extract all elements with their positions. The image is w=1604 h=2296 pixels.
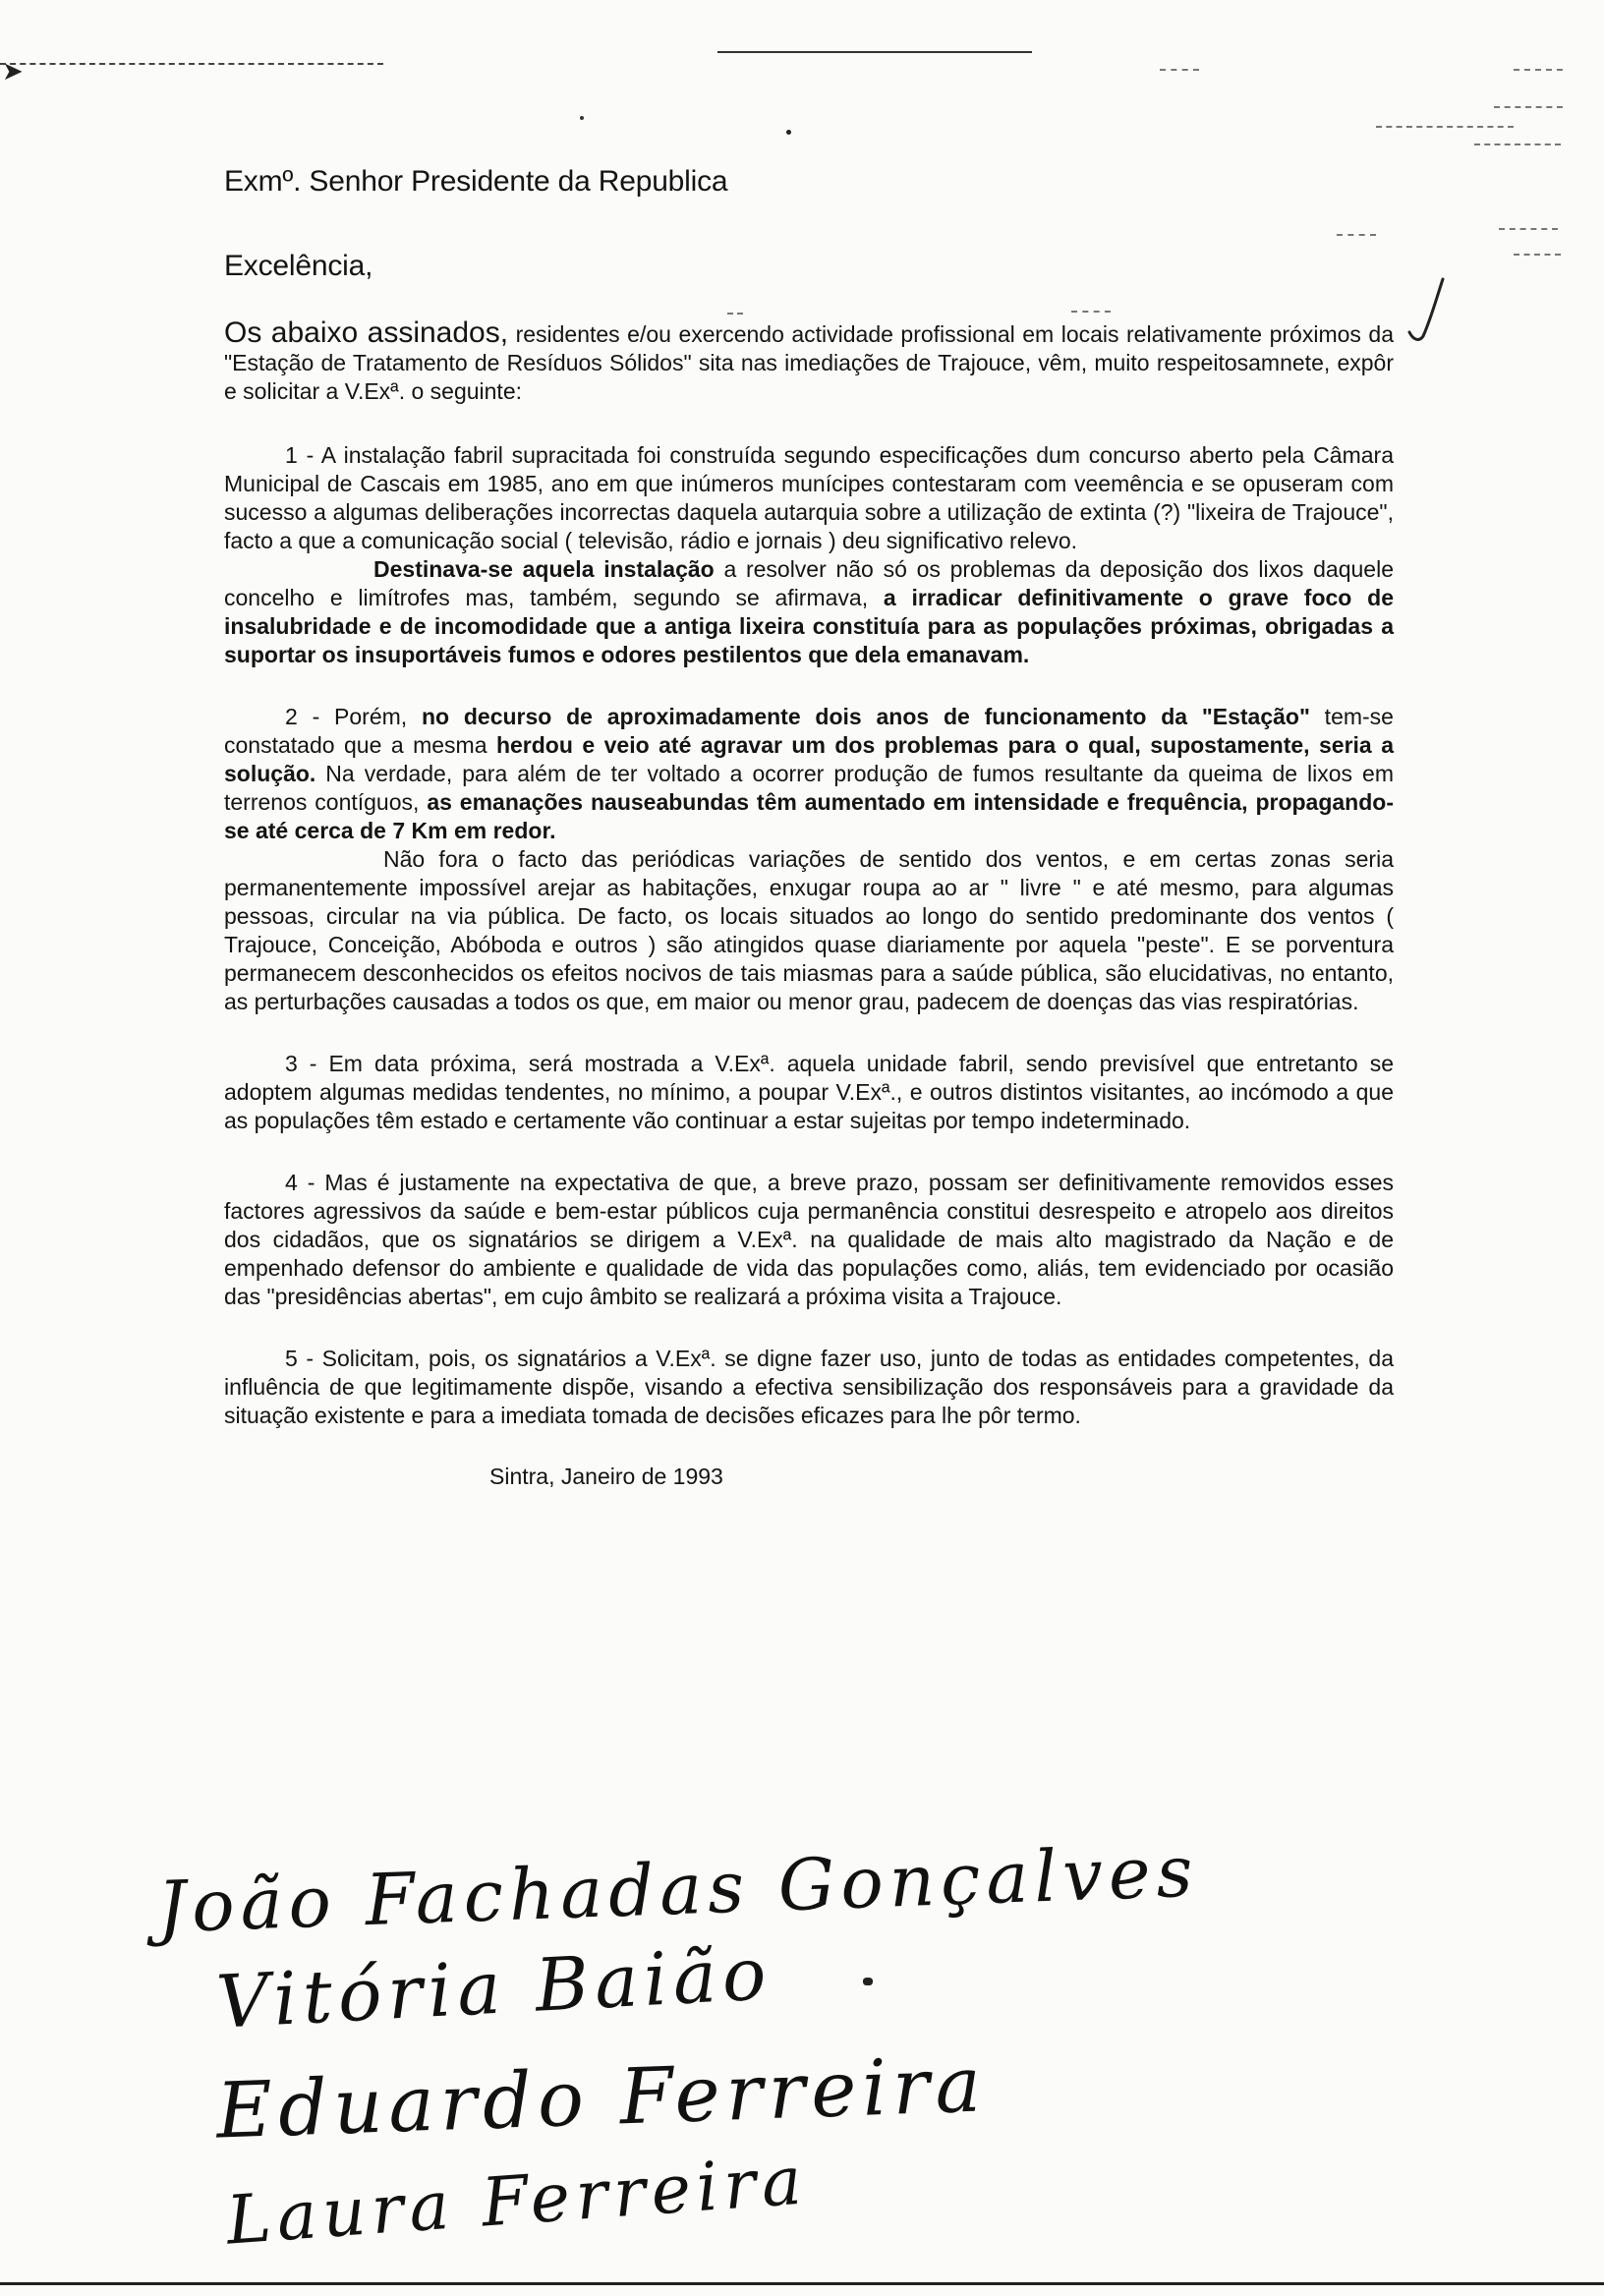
signature-3: Eduardo Ferreira bbox=[214, 2040, 989, 2156]
scan-artifact-dash bbox=[1494, 106, 1563, 108]
paragraph-3: 3 - Em data próxima, será mostrada a V.Exª. aquela unidade fabril, sendo previsível que entretanto se adoptem algumas medidas tendentes, no mínimo, a poupar V.Exª., e outros distintos visitantes, ao incómodo a que as populações têm estado e certamente vão continuar a estar sujeitas por tempo indeterminado. bbox=[224, 1051, 1394, 1133]
scan-artifact-dash bbox=[1499, 228, 1558, 230]
paragraph-2-continuation: Não fora o facto das periódicas variações de sentido dos ventos, e em certas zonas seria permanentemente impossível arejar as habitações, enxugar roupa ao ar " livre " e até mesmo, para algumas pessoas, circular na via pública. De facto, os locais situados ao longo do sentido predominante dos ventos ( Trajouce, Conceição, Abóboda e outros ) são atingidos quase diariamente por aquela "peste". E se porventura permanecem desconhecidos os efeitos nocivos de tais miasmas para a saúde pública, são elucidativas, no entanto, as perturbações causadas a todos os que, em maior ou menor grau, padecem de doenças das vias respiratórias. bbox=[224, 846, 1394, 1014]
paragraph-2 bbox=[224, 703, 1394, 845]
scan-artifact-dash bbox=[1474, 144, 1561, 145]
paragraph-1: 1 - A instalação fabril supracitada foi construída segundo especificações dum concurso aberto pela Câmara Municipal de Cascais em 1985, ano em que inúmeros munícipes contestaram com veemência e se opuseram com sucesso a algumas deliberações incorrectas daquela autarquia sobre a utilização de extinta (?) "lixeira de Trajouce", facto a que a comunicação social ( televisão, rádio e jornais ) deu significativo relevo. bbox=[224, 442, 1394, 553]
p1b-bold-2: a irradicar definitivamente o grave foco de insalubridade e de incomodidade que a antiga lixeira constituía para as populações próximas, obrigadas a suportar os insuportáveis fumos e odores pestilentos que dela emanavam. bbox=[224, 585, 1394, 667]
p2-text-1: 2 - Porém, bbox=[285, 704, 422, 729]
p2-bold-2: herdou e veio até agravar um dos problemas para o qual, supostamente, seria a solução. bbox=[224, 732, 1394, 786]
intro-paragraph bbox=[224, 318, 1394, 406]
scan-artifact-dash bbox=[1160, 69, 1199, 71]
scan-artifact-dash bbox=[1376, 126, 1514, 128]
p2-text-3: Na verdade, para além de ter voltado a ocorrer produção de fumos resultante da queima de lixos em terrenos contíguos, bbox=[224, 761, 1394, 815]
intro-text: residentes e/ou exercendo actividade profissional em locais relativamente próximos da "Estação de Tratamento de Resíduos Sólidos" sita nas imediações de Trajouce, vêm, muito respeitosamnete, expôr e solicitar a V.Exª. o seguinte: bbox=[224, 321, 1394, 404]
signature-block bbox=[147, 1829, 1229, 2280]
handwritten-tick-mark bbox=[1394, 277, 1453, 346]
paragraph-1-continuation bbox=[224, 555, 1394, 669]
scan-artifact-line bbox=[717, 51, 1032, 53]
p2-bold-1: no decurso de aproximadamente dois anos de funcionamento da "Estação" bbox=[421, 704, 1310, 729]
dateline: Sintra, Janeiro de 1993 bbox=[489, 1464, 723, 1489]
p1b-bold-1: Destinava-se aquela instalação bbox=[373, 556, 715, 582]
p1b-text: a resolver não só os problemas da deposição dos lixos daquele concelho e limítrofes mas, também, segundo se afirmava, bbox=[224, 556, 1394, 610]
p2-text-2: tem-se constatado que a mesma bbox=[224, 704, 1394, 758]
scan-artifact-dash bbox=[1514, 69, 1563, 71]
paragraph-4: 4 - Mas é justamente na expectativa de que, a breve prazo, possam ser definitivamente removidos esses factores agressivos da saúde e bem-estar públicos cuja permanência constitui desrespeito e atropelo aos direitos dos cidadãos, que os signatários se dirigem a V.Exª. na qualidade de mais alto magistrado da Nação e de empenhado defensor do ambiente e qualidade de vida das populações como, aliás, tem evidenciado por ocasião das "presidências abertas", em cujo âmbito se realizará a próxima visita a Trajouce. bbox=[224, 1170, 1394, 1309]
letter-salutation: Excelência, bbox=[224, 250, 373, 282]
letter-body bbox=[224, 165, 1394, 1490]
p2-bold-3: as emanações nauseabundas têm aumentado em intensidade e frequência, propagando-se até cerca de 7 Km em redor. bbox=[224, 789, 1394, 843]
scan-artifact-dash bbox=[1514, 254, 1561, 256]
letter-heading: Exmº. Senhor Presidente da Republica bbox=[224, 165, 728, 198]
intro-lead: Os abaixo assinados, bbox=[224, 316, 509, 349]
scan-artifact-mark: ➤ bbox=[2, 57, 24, 86]
scan-artifact-dot bbox=[786, 130, 791, 135]
signature-1: João Fachadas Gonçalves bbox=[155, 1829, 1200, 1949]
scan-artifact-dot bbox=[580, 116, 584, 120]
paragraph-5: 5 - Solicitam, pois, os signatários a V.Exª. se digne fazer uso, junto de todas as entidades competentes, da influência de que legitimamente dispõe, visando a efectiva sensibilização dos responsáveis para a gravidade da situação existente e para a imediata tomada de decisões eficazes para lhe pôr termo. bbox=[224, 1346, 1394, 1428]
scan-artifact-line bbox=[0, 63, 383, 65]
signature-4: Laura Ferreira bbox=[223, 2142, 810, 2261]
scan-artifact-bottom-edge bbox=[0, 2282, 1604, 2285]
signature-2: Vitória Baião bbox=[214, 1931, 774, 2045]
